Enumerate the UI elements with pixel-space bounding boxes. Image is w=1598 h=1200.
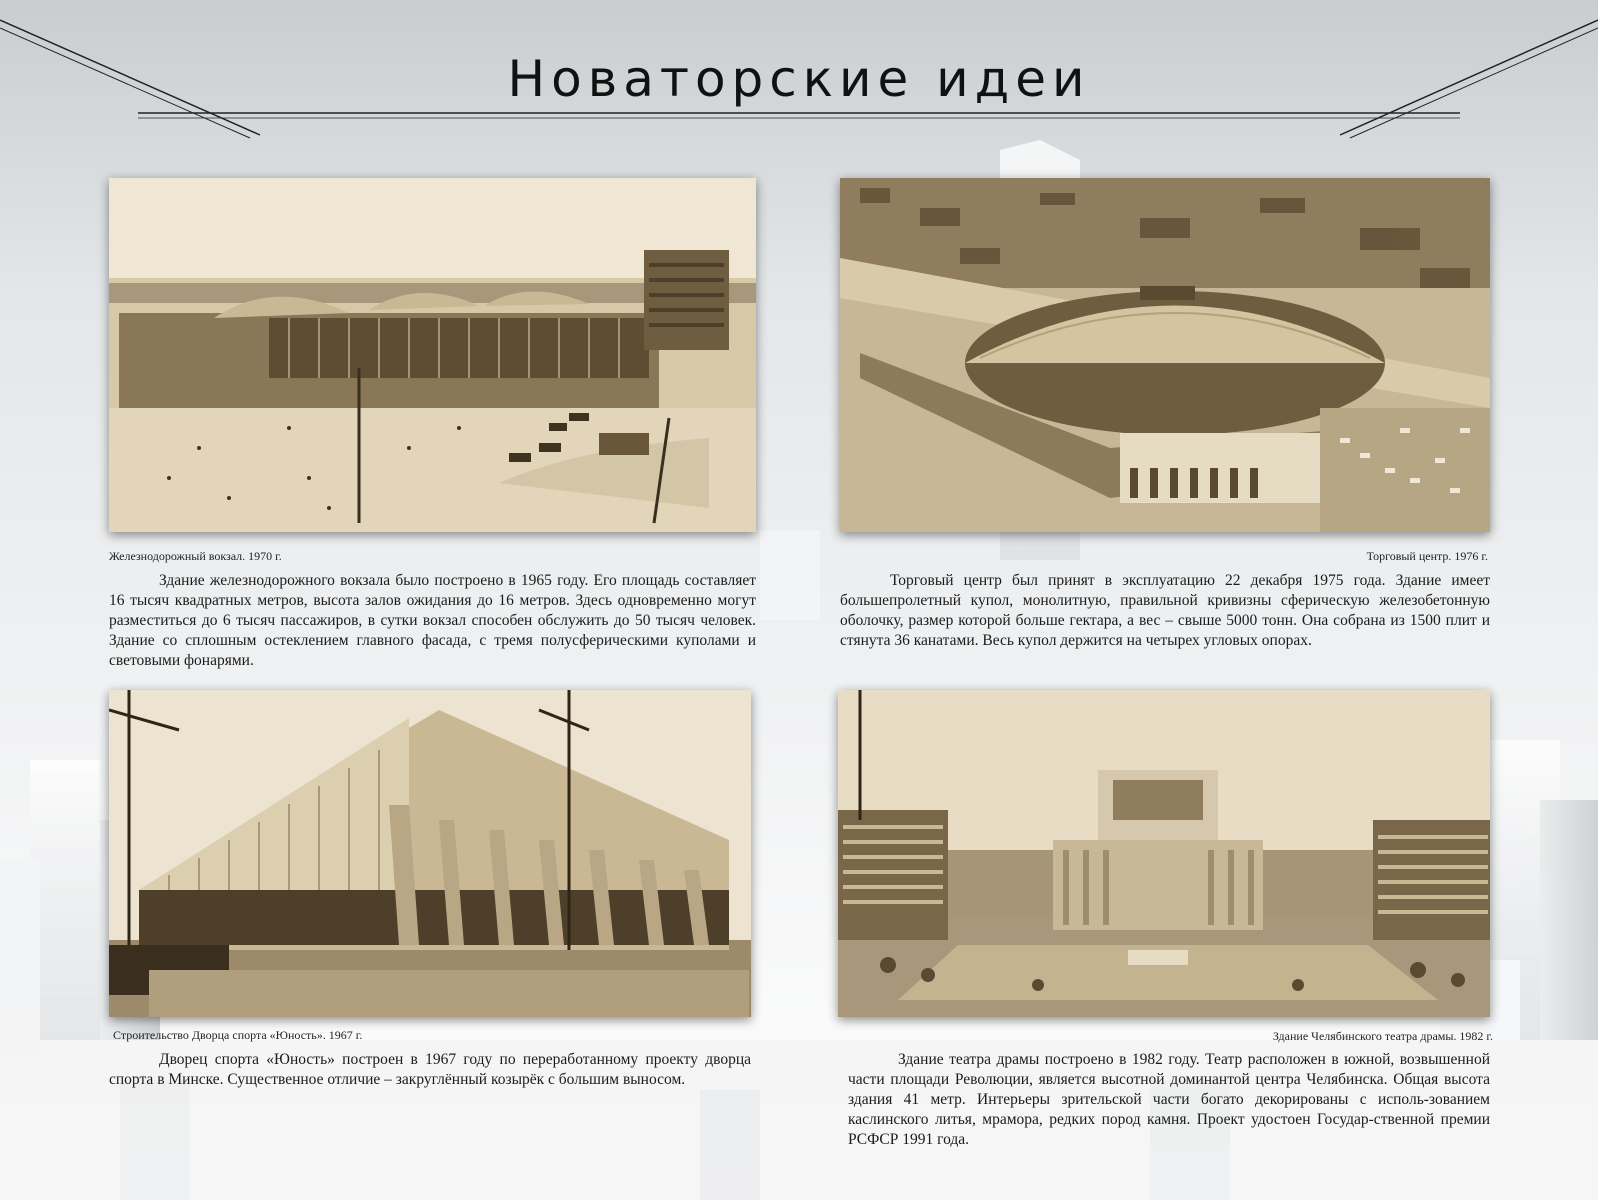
text-trade-center: Торговый центр был принят в эксплуатацию 22 декабря 1975 года. Здание имеет большепролетный купол, монолитную, правильной кривизны сферическую железобетонную оболочку, размер которой больше гектара, а вес – свыше 5000 тонн. Она собрана из 1500 плит и стянута 36 канатами. Весь купол держится на четырех угловых опорах. — [840, 572, 1490, 649]
page-title: Новаторские идеи — [507, 50, 1091, 108]
caption-drama-theatre: Здание Челябинского театра драмы. 1982 г. — [1272, 1029, 1493, 1043]
text-drama-theatre: Здание театра драмы построено в 1982 году. Театр расположен в южной, возвышенной части площади Революции, является высотной доминантой центра Челябинска. Общая высота здания 41 метр. Интерьеры зрительской части богато декорированы с исполь-зованием каслинского литья, мрамора, редких пород камня. Проект удостоен Государ-ственной премии РСФСР 1991 года. — [848, 1051, 1490, 1148]
photo-sports-palace-construction — [109, 690, 751, 1017]
photo-drama-theatre — [838, 690, 1490, 1017]
caption-sports-palace: Строительство Дворца спорта «Юность». 1967 г. — [113, 1028, 363, 1042]
header — [0, 0, 1598, 150]
caption-trade-center: Торговый центр. 1976 г. — [1366, 549, 1488, 563]
text-railway-station: Здание железнодорожного вокзала было построено в 1965 году. Его площадь составляет 16 тысяч квадратных метров, высота залов ожидания до 16 метров. Здесь одновременно могут разместиться до 6 тысяч пассажиров, в сутки вокзал способен обслужить до 50 тысяч человек. Здание со сплошным остеклением главного фасада, с тремя полусферическими куполами и световыми фонарями. — [109, 572, 756, 669]
photo-railway-station — [109, 178, 756, 532]
photo-trade-center — [840, 178, 1490, 532]
caption-railway-station: Железнодорожный вокзал. 1970 г. — [109, 549, 282, 563]
text-sports-palace: Дворец спорта «Юность» построен в 1967 году по переработанному проекту дворца спорта в Минске. Существенное отличие – закруглённый козырёк с большим выносом. — [109, 1051, 751, 1088]
